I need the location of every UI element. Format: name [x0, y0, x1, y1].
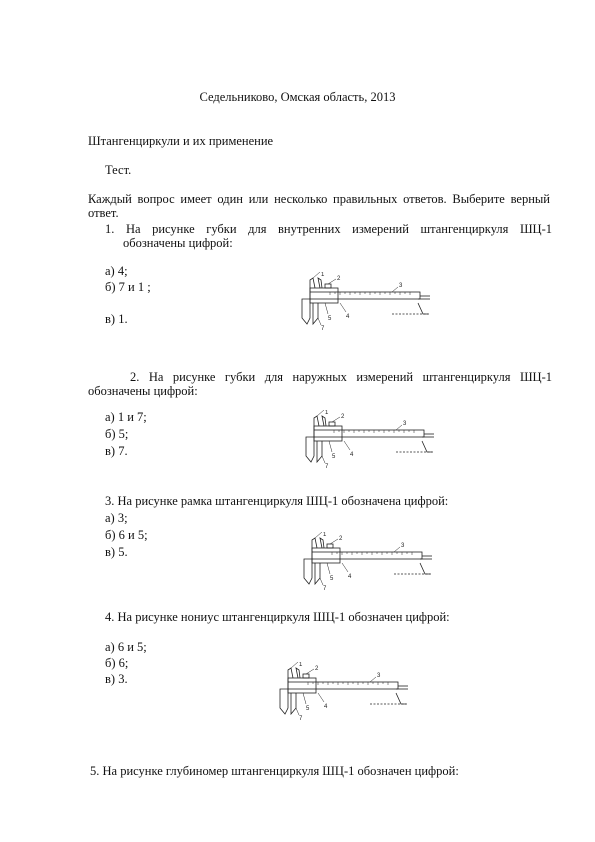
document-title: Штангенциркули и их применение [88, 134, 274, 148]
question-4-option-a[interactable]: а) 6 и 5; [105, 640, 147, 654]
figure-label: 1 [299, 662, 303, 668]
instructions-line-2: ответ. [88, 206, 119, 220]
question-5-text: 5. На рисунке глубиномер штангенциркуля ШЦ-1 обозначен цифрой: [90, 764, 459, 778]
caliper-figure-3 [282, 532, 442, 592]
question-1-option-c[interactable]: в) 1. [105, 312, 128, 326]
figure-label: 4 [350, 452, 354, 458]
figure-label: 3 [399, 283, 403, 289]
figure-label: 5 [332, 454, 336, 460]
question-3-option-a[interactable]: а) 3; [105, 511, 128, 525]
question-3-text: 3. На рисунке рамка штангенциркуля ШЦ-1 обозначена цифрой: [105, 494, 449, 508]
figure-label: 5 [328, 316, 332, 322]
figure-label: 7 [321, 326, 325, 332]
figure-label: 5 [306, 706, 310, 712]
question-1-text-cont: обозначены цифрой: [123, 236, 233, 250]
document-subtitle: Тест. [105, 163, 132, 177]
question-4-text: 4. На рисунке нониус штангенциркуля ШЦ-1 обозначен цифрой: [105, 610, 450, 624]
question-2-option-c[interactable]: в) 7. [105, 444, 128, 458]
figure-label: 3 [401, 543, 405, 549]
figure-label: 7 [325, 464, 329, 470]
question-2-option-b[interactable]: б) 5; [105, 427, 129, 441]
figure-label: 2 [315, 666, 319, 672]
question-1-option-a[interactable]: а) 4; [105, 264, 128, 278]
figure-label: 1 [321, 272, 325, 278]
figure-label: 1 [325, 410, 329, 416]
figure-label: 7 [323, 586, 327, 592]
figure-label: 3 [403, 421, 407, 427]
question-2-option-a[interactable]: а) 1 и 7; [105, 410, 147, 424]
question-4-option-c[interactable]: в) 3. [105, 672, 128, 686]
question-2-text-cont: обозначены цифрой: [88, 384, 198, 398]
figure-label: 4 [348, 574, 352, 580]
figure-label: 1 [323, 532, 327, 538]
caliper-figure-1 [280, 272, 440, 332]
caliper-figure-2 [284, 410, 444, 470]
figure-label: 2 [337, 276, 341, 282]
question-3-option-c[interactable]: в) 5. [105, 545, 128, 559]
figure-label: 4 [346, 314, 350, 320]
figure-label: 2 [341, 414, 345, 420]
question-2-text: 2. На рисунке губки для наружных измерений штангенциркуля ШЦ-1 [130, 370, 552, 384]
question-1-text: 1. На рисунке губки для внутренних измерений штангенциркуля ШЦ-1 [105, 222, 552, 236]
question-1-option-b[interactable]: б) 7 и 1 ; [105, 280, 151, 294]
figure-label: 7 [299, 716, 303, 722]
caliper-figure-4 [258, 662, 418, 722]
figure-label: 5 [330, 576, 334, 582]
instructions-line-1: Каждый вопрос имеет один или несколько правильных ответов. Выберите верный [88, 192, 550, 206]
figure-label: 3 [377, 673, 381, 679]
question-3-option-b[interactable]: б) 6 и 5; [105, 528, 148, 542]
document-header: Седельниково, Омская область, 2013 [199, 90, 396, 104]
figure-label: 4 [324, 704, 328, 710]
figure-label: 2 [339, 536, 343, 542]
question-4-option-b[interactable]: б) 6; [105, 656, 129, 670]
